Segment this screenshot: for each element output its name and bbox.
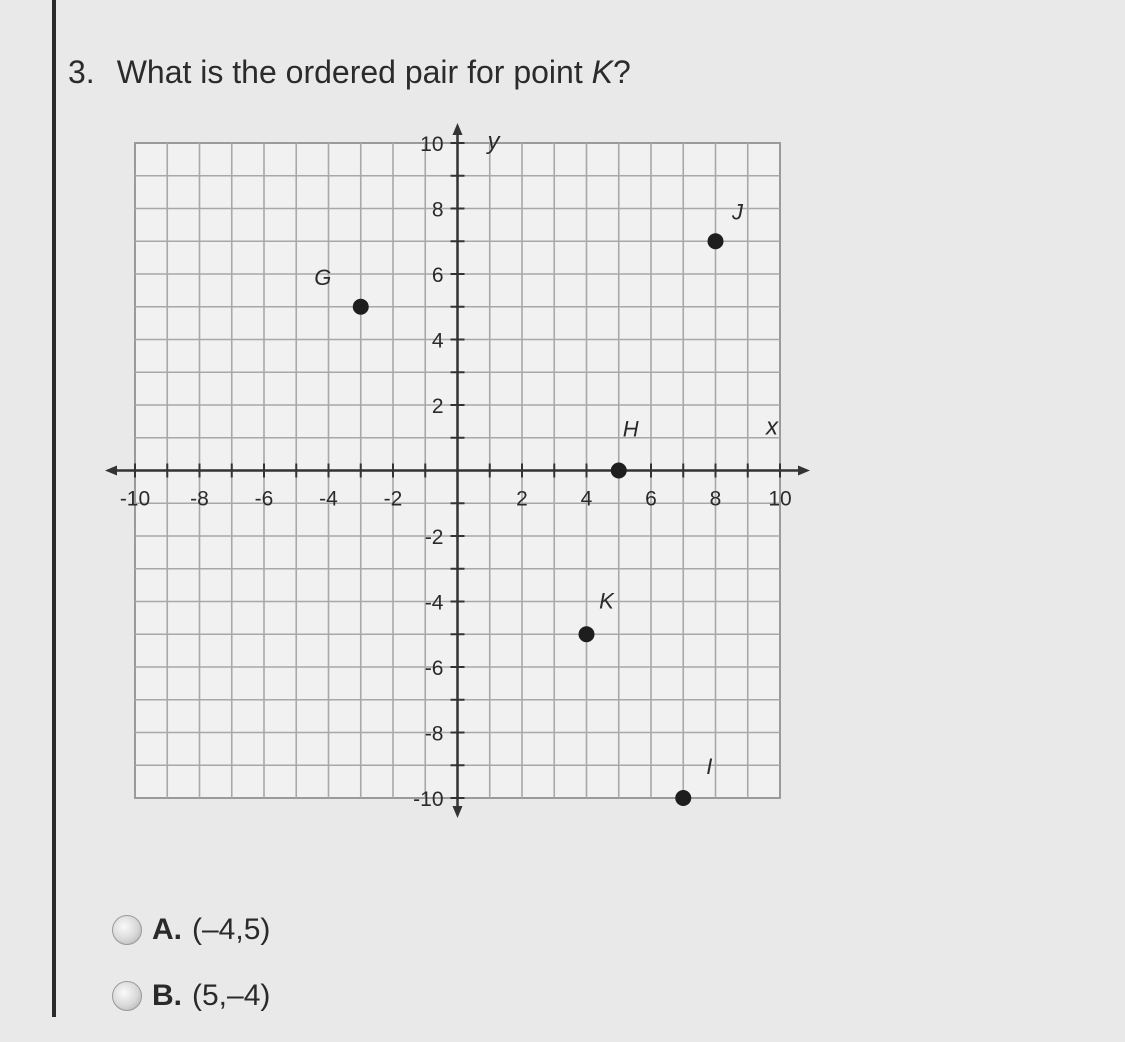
question-text (68, 54, 631, 91)
option-a[interactable] (112, 910, 270, 950)
y-tick-label: 2 (431, 395, 444, 418)
x-axis-arrow-right (798, 466, 810, 476)
x-tick-label: 2 (516, 487, 528, 511)
y-tick-label: 10 (420, 133, 444, 156)
x-tick-label: 10 (768, 487, 792, 511)
point-j-marker (708, 233, 724, 249)
x-tick-label: 4 (580, 487, 593, 511)
question-prompt: What is the ordered pair for point (116, 54, 592, 90)
point-i-label: I (706, 754, 713, 779)
option-b-text: (5,–4) (192, 979, 271, 1012)
point-i-marker (675, 790, 691, 806)
y-tick-label: -8 (424, 722, 444, 746)
question-point-name: K (591, 54, 613, 90)
x-tick-label: -4 (319, 487, 338, 511)
option-a-text: (–4,5) (192, 913, 271, 946)
y-axis-arrow-down (453, 806, 463, 818)
coordinate-plane (100, 118, 820, 838)
point-g-label: G (314, 264, 332, 290)
point-j-label: J (732, 199, 743, 225)
y-tick-label: -2 (424, 526, 444, 549)
option-b[interactable] (112, 976, 270, 1016)
y-tick-label: -4 (424, 591, 444, 615)
x-axis-arrow-left (105, 466, 117, 476)
point-k-label: K (599, 588, 614, 614)
x-tick-label: -8 (190, 487, 209, 511)
point-k-marker (579, 626, 595, 642)
x-tick-label: -2 (383, 487, 403, 511)
question-mark: ? (612, 54, 631, 90)
x-axis-name: x (766, 413, 778, 441)
y-tick-label: 8 (431, 198, 444, 222)
left-border-rule (52, 0, 56, 1017)
question-number: 3. (68, 54, 95, 90)
x-tick-label: -6 (254, 487, 274, 511)
point-h-marker (611, 463, 627, 479)
point-g-marker (353, 299, 369, 315)
option-b-letter: B. (152, 979, 182, 1012)
y-tick-label: 4 (431, 329, 444, 353)
x-tick-label: 8 (709, 487, 722, 511)
option-a-radio[interactable] (112, 915, 142, 945)
point-h-label: H (622, 416, 639, 442)
y-axis-arrow-up (453, 123, 463, 135)
y-tick-label: 6 (431, 264, 444, 287)
x-tick-label: -10 (119, 487, 151, 511)
option-a-letter: A. (152, 913, 182, 946)
y-axis-name: y (487, 128, 500, 155)
y-tick-label: -10 (413, 788, 444, 811)
x-tick-label: 6 (645, 487, 657, 511)
answer-options (112, 910, 270, 1042)
option-b-radio[interactable] (112, 981, 142, 1011)
y-tick-label: -6 (424, 657, 444, 680)
